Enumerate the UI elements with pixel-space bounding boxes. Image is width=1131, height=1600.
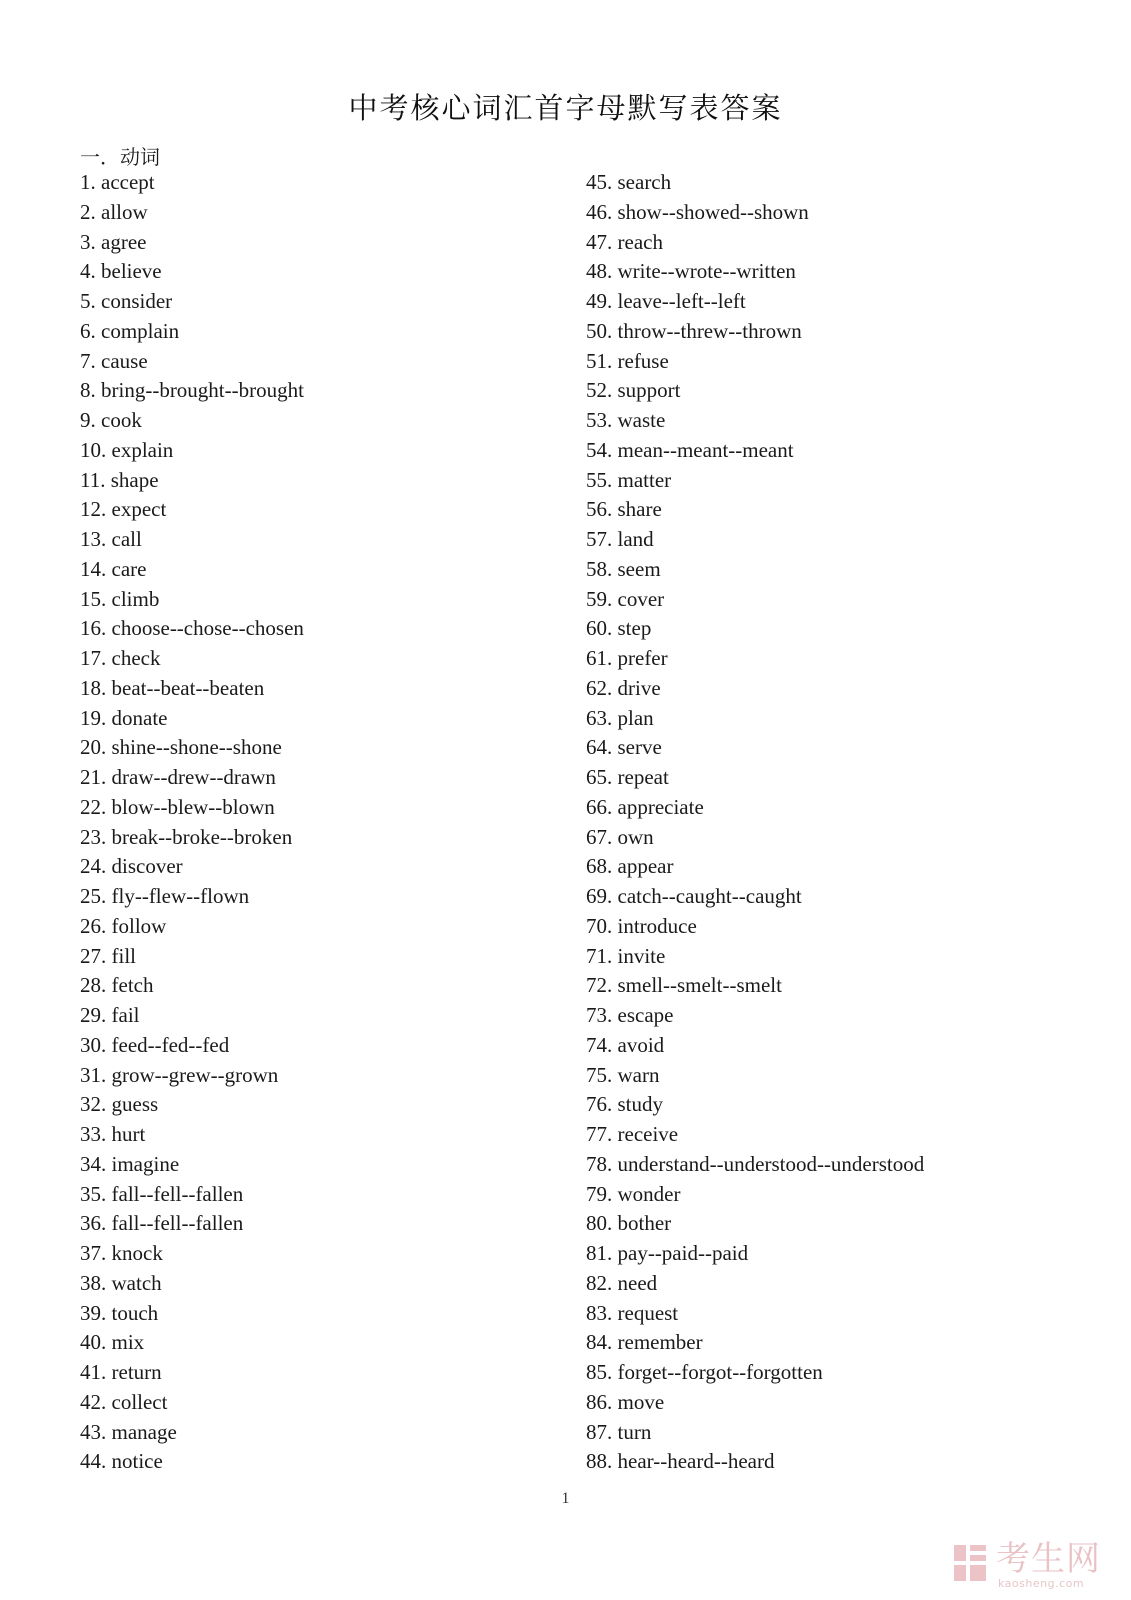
vocab-entry: 43. manage: [80, 1419, 177, 1444]
vocab-entry: 9. cook: [80, 408, 142, 432]
vocab-entry: 29. fail: [80, 1003, 140, 1027]
vocab-entry: 2. allow: [80, 199, 148, 224]
vocab-entry: 1. accept: [80, 170, 155, 194]
vocab-entry: 19. donate: [80, 705, 168, 730]
vocab-entry: 4. believe: [80, 259, 162, 284]
vocab-entry: 3. agree: [80, 229, 147, 254]
vocab-entry: 56. share: [586, 497, 662, 522]
vocab-entry: 68. appear: [586, 854, 674, 879]
watermark-url: kaosheng.com: [998, 1577, 1085, 1590]
vocab-entry: 51. refuse: [586, 348, 669, 373]
vocab-entry: 63. plan: [586, 705, 654, 730]
section-heading-verbs: 一．动词: [80, 145, 160, 169]
vocab-entry: 55. matter: [586, 467, 672, 492]
vocab-entry: 57. land: [586, 527, 654, 551]
vocab-entry: 40. mix: [80, 1330, 145, 1355]
vocab-entry: 38. watch: [80, 1270, 162, 1295]
vocab-entry: 35. fall--fell--fallen: [80, 1181, 244, 1206]
vocab-entry: 61. prefer: [586, 646, 668, 670]
vocab-entry: 33. hurt: [80, 1122, 146, 1146]
vocab-entry: 7. cause: [80, 348, 148, 373]
vocab-entry: 65. repeat: [586, 765, 669, 789]
watermark-text: 考生网: [996, 1539, 1101, 1579]
vocab-entry: 79. wonder: [586, 1181, 681, 1206]
vocab-entry: 23. break--broke--broken: [80, 824, 293, 849]
vocab-entry: 12. expect: [80, 497, 167, 522]
kaosheng-watermark: [952, 1539, 1122, 1591]
vocab-entry: 72. smell--smelt--smelt: [586, 973, 782, 998]
vocab-entry: 16. choose--chose--chosen: [80, 616, 304, 641]
page-number: 1: [561, 1490, 570, 1507]
vocab-entry: 54. mean--meant--meant: [586, 437, 794, 462]
vocab-entry: 86. move: [586, 1389, 665, 1414]
vocab-entry: 17. check: [80, 646, 161, 670]
vocab-entry: 11. shape: [80, 467, 159, 492]
vocab-entry: 77. receive: [586, 1122, 679, 1146]
vocab-entry: 20. shine--shone--shone: [80, 735, 282, 760]
vocab-entry: 69. catch--caught--caught: [586, 884, 802, 908]
vocab-entry: 67. own: [586, 824, 654, 849]
vocab-entry: 36. fall--fell--fallen: [80, 1211, 244, 1236]
vocab-entry: 44. notice: [80, 1449, 163, 1474]
kaosheng-logo-icon: [952, 1543, 988, 1583]
vocab-entry: 82. need: [586, 1270, 658, 1295]
vocab-entry: 78. understand--understood--understood: [586, 1151, 925, 1176]
vocab-entry: 41. return: [80, 1360, 162, 1384]
vocab-entry: 42. collect: [80, 1389, 168, 1414]
vocab-entry: 26. follow: [80, 913, 167, 938]
vocab-entry: 62. drive: [586, 675, 661, 700]
vocab-entry: 47. reach: [586, 229, 663, 254]
vocab-entry: 15. climb: [80, 586, 160, 611]
word-list-left: [80, 168, 304, 1477]
vocab-entry: 39. touch: [80, 1300, 159, 1325]
vocab-entry: 53. waste: [586, 408, 666, 432]
vocab-entry: 10. explain: [80, 437, 174, 462]
vocab-entry: 32. guess: [80, 1092, 159, 1117]
vocab-entry: 83. request: [586, 1300, 679, 1325]
vocab-entry: 18. beat--beat--beaten: [80, 675, 265, 700]
vocab-entry: 22. blow--blew--blown: [80, 794, 275, 819]
vocab-entry: 59. cover: [586, 586, 665, 611]
vocab-entry: 34. imagine: [80, 1151, 180, 1176]
vocab-entry: 13. call: [80, 527, 142, 551]
vocab-entry: 87. turn: [586, 1419, 652, 1444]
vocab-entry: 58. seem: [586, 556, 661, 581]
vocab-entry: 31. grow--grew--grown: [80, 1062, 279, 1087]
vocab-entry: 73. escape: [586, 1003, 674, 1027]
vocab-entry: 6. complain: [80, 318, 180, 343]
vocab-entry: 30. feed--fed--fed: [80, 1032, 230, 1057]
vocab-entry: 50. throw--threw--thrown: [586, 318, 802, 343]
vocab-entry: 24. discover: [80, 854, 183, 879]
vocab-entry: 70. introduce: [586, 913, 697, 938]
page-title: 中考核心词汇首字母默写表答案: [348, 91, 783, 125]
vocab-entry: 46. show--showed--shown: [586, 199, 809, 224]
vocab-entry: 75. warn: [586, 1062, 660, 1087]
vocab-entry: 37. knock: [80, 1241, 163, 1265]
vocab-entry: 27. fill: [80, 943, 136, 968]
vocab-entry: 25. fly--flew--flown: [80, 884, 250, 908]
vocab-entry: 21. draw--drew--drawn: [80, 765, 276, 789]
vocab-entry: 74. avoid: [586, 1032, 665, 1057]
vocab-entry: 81. pay--paid--paid: [586, 1241, 749, 1265]
vocab-entry: 8. bring--brought--brought: [80, 378, 304, 403]
vocab-entry: 52. support: [586, 378, 681, 403]
word-list-right: [586, 168, 924, 1477]
vocab-entry: 45. search: [586, 170, 672, 194]
vocab-entry: 88. hear--heard--heard: [586, 1449, 775, 1474]
vocab-entry: 5. consider: [80, 289, 173, 313]
vocab-entry: 71. invite: [586, 943, 666, 968]
vocab-entry: 49. leave--left--left: [586, 289, 746, 313]
vocab-entry: 60. step: [586, 616, 652, 641]
vocab-entry: 85. forget--forgot--forgotten: [586, 1360, 823, 1384]
vocab-entry: 28. fetch: [80, 973, 154, 998]
vocab-entry: 76. study: [586, 1092, 664, 1117]
vocab-entry: 66. appreciate: [586, 794, 704, 819]
vocab-entry: 14. care: [80, 556, 147, 581]
vocab-entry: 64. serve: [586, 735, 662, 760]
vocab-entry: 48. write--wrote--written: [586, 259, 796, 284]
vocab-entry: 84. remember: [586, 1330, 703, 1355]
vocab-entry: 80. bother: [586, 1211, 672, 1236]
